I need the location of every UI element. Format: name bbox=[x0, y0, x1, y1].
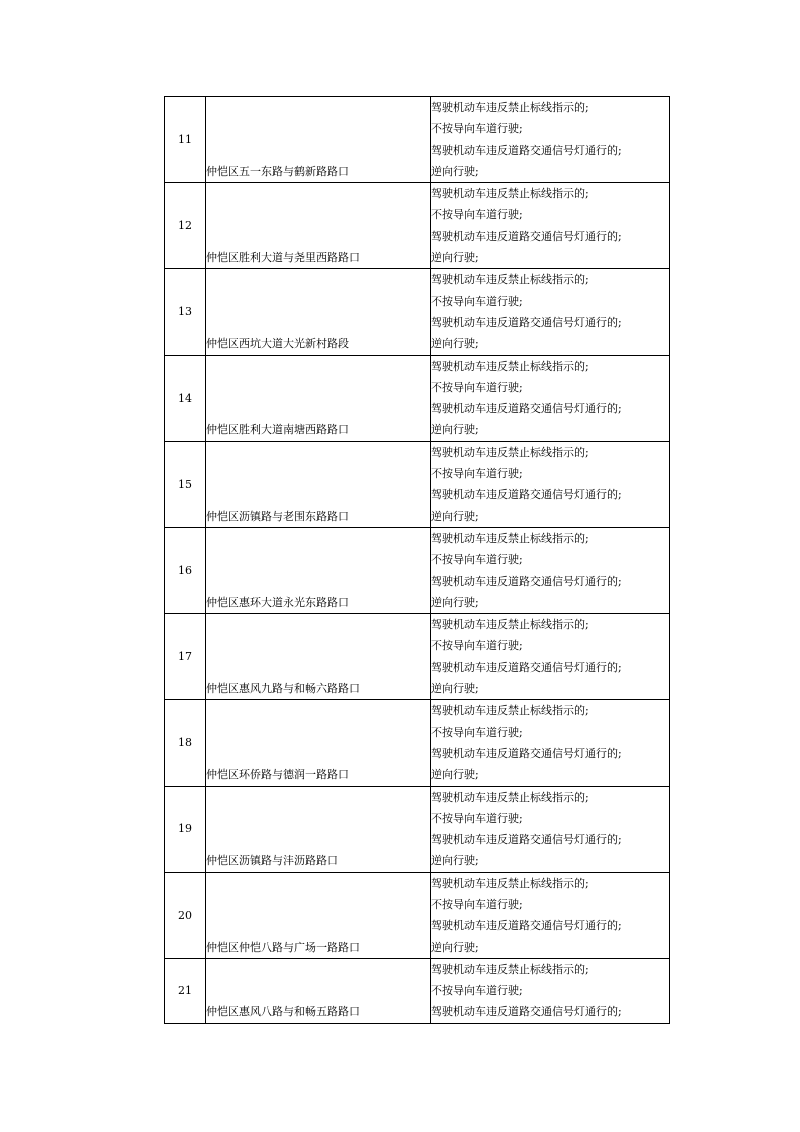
table-row bbox=[165, 872, 670, 958]
location-cell: 仲恺区环侨路与德润一路路口 bbox=[206, 700, 431, 786]
table-row bbox=[165, 441, 670, 527]
violation-item: 逆向行驶; bbox=[431, 423, 479, 437]
violation-item: 逆向行驶; bbox=[431, 509, 479, 523]
location-cell: 仲恺区沥镇路与沣沥路路口 bbox=[206, 786, 431, 872]
location-cell: 仲恺区惠环大道永光东路路口 bbox=[206, 527, 431, 613]
violation-item: 逆向行驶; bbox=[431, 164, 479, 178]
violation-item: 驾驶机动车违反道路交通信号灯通行的; bbox=[431, 229, 622, 243]
violation-item: 驾驶机动车违反道路交通信号灯通行的; bbox=[431, 574, 622, 588]
violation-item: 驾驶机动车违反禁止标线指示的; bbox=[431, 359, 589, 373]
row-number: 12 bbox=[165, 183, 206, 269]
violation-item: 驾驶机动车违反禁止标线指示的; bbox=[431, 704, 589, 718]
violation-item: 驾驶机动车违反禁止标线指示的; bbox=[431, 962, 589, 976]
violation-item: 驾驶机动车违反道路交通信号灯通行的; bbox=[431, 1005, 622, 1019]
violation-item: 驾驶机动车违反道路交通信号灯通行的; bbox=[431, 833, 622, 847]
table-row bbox=[165, 355, 670, 441]
violation-item: 不按导向车道行驶; bbox=[431, 897, 523, 911]
violation-item: 不按导向车道行驶; bbox=[431, 208, 523, 222]
violation-item: 逆向行驶; bbox=[431, 768, 479, 782]
table-row bbox=[165, 97, 670, 183]
violations-cell bbox=[431, 614, 670, 700]
violations-cell bbox=[431, 872, 670, 958]
violation-item: 驾驶机动车违反道路交通信号灯通行的; bbox=[431, 746, 622, 760]
row-number: 15 bbox=[165, 441, 206, 527]
violations-cell bbox=[431, 700, 670, 786]
table-row bbox=[165, 269, 670, 355]
violation-item: 不按导向车道行驶; bbox=[431, 294, 523, 308]
location-cell: 仲恺区惠风八路与和畅五路路口 bbox=[206, 958, 431, 1023]
table-row bbox=[165, 614, 670, 700]
violation-item: 逆向行驶; bbox=[431, 595, 479, 609]
violation-item: 逆向行驶; bbox=[431, 337, 479, 351]
violation-item: 不按导向车道行驶; bbox=[431, 553, 523, 567]
violation-item: 驾驶机动车违反禁止标线指示的; bbox=[431, 101, 589, 114]
violation-item: 驾驶机动车违反禁止标线指示的; bbox=[431, 618, 589, 632]
violation-item: 驾驶机动车违反禁止标线指示的; bbox=[431, 876, 589, 890]
violations-cell bbox=[431, 958, 670, 1023]
location-cell: 仲恺区西坑大道大光新村路段 bbox=[206, 269, 431, 355]
location-cell: 仲恺区仲恺八路与广场一路路口 bbox=[206, 872, 431, 958]
violation-item: 逆向行驶; bbox=[431, 251, 479, 265]
violation-item: 逆向行驶; bbox=[431, 682, 479, 696]
table-row bbox=[165, 786, 670, 872]
row-number: 13 bbox=[165, 269, 206, 355]
violation-item: 驾驶机动车违反禁止标线指示的; bbox=[431, 531, 589, 545]
violation-item: 驾驶机动车违反禁止标线指示的; bbox=[431, 273, 589, 287]
table-body bbox=[165, 97, 670, 1024]
violation-item: 不按导向车道行驶; bbox=[431, 122, 523, 136]
violation-item: 驾驶机动车违反道路交通信号灯通行的; bbox=[431, 402, 622, 416]
location-cell: 仲恺区胜利大道南塘西路路口 bbox=[206, 355, 431, 441]
violations-cell bbox=[431, 355, 670, 441]
violations-cell bbox=[431, 441, 670, 527]
violation-item: 逆向行驶; bbox=[431, 854, 479, 868]
row-number: 14 bbox=[165, 355, 206, 441]
violation-locations-table bbox=[164, 96, 670, 1024]
violation-item: 不按导向车道行驶; bbox=[431, 725, 523, 739]
violation-item: 驾驶机动车违反道路交通信号灯通行的; bbox=[431, 660, 622, 674]
violation-item: 驾驶机动车违反道路交通信号灯通行的; bbox=[431, 315, 622, 329]
violation-item: 驾驶机动车违反禁止标线指示的; bbox=[431, 445, 589, 459]
violation-item: 不按导向车道行驶; bbox=[431, 639, 523, 653]
row-number: 18 bbox=[165, 700, 206, 786]
location-cell: 仲恺区五一东路与鹤新路路口 bbox=[206, 97, 431, 183]
violations-cell bbox=[431, 97, 670, 183]
row-number: 16 bbox=[165, 527, 206, 613]
row-number: 11 bbox=[165, 97, 206, 183]
row-number: 20 bbox=[165, 872, 206, 958]
violation-item: 驾驶机动车违反道路交通信号灯通行的; bbox=[431, 488, 622, 502]
table-row bbox=[165, 958, 670, 1023]
violation-item: 驾驶机动车违反禁止标线指示的; bbox=[431, 187, 589, 201]
table-row bbox=[165, 527, 670, 613]
violation-item: 不按导向车道行驶; bbox=[431, 811, 523, 825]
row-number: 21 bbox=[165, 958, 206, 1023]
location-cell: 仲恺区沥镇路与老围东路路口 bbox=[206, 441, 431, 527]
row-number: 17 bbox=[165, 614, 206, 700]
violation-item: 驾驶机动车违反道路交通信号灯通行的; bbox=[431, 143, 622, 157]
violation-item: 驾驶机动车违反道路交通信号灯通行的; bbox=[431, 919, 622, 933]
violation-item: 不按导向车道行驶; bbox=[431, 467, 523, 481]
violation-item: 驾驶机动车违反禁止标线指示的; bbox=[431, 790, 589, 804]
violation-item: 不按导向车道行驶; bbox=[431, 380, 523, 394]
violation-item: 不按导向车道行驶; bbox=[431, 984, 523, 998]
table-row bbox=[165, 700, 670, 786]
violations-cell bbox=[431, 269, 670, 355]
row-number: 19 bbox=[165, 786, 206, 872]
violations-cell bbox=[431, 183, 670, 269]
violation-item: 逆向行驶; bbox=[431, 940, 479, 954]
table-row bbox=[165, 183, 670, 269]
location-cell: 仲恺区惠风九路与和畅六路路口 bbox=[206, 614, 431, 700]
violations-cell bbox=[431, 786, 670, 872]
location-cell: 仲恺区胜利大道与尧里西路路口 bbox=[206, 183, 431, 269]
violations-cell bbox=[431, 527, 670, 613]
